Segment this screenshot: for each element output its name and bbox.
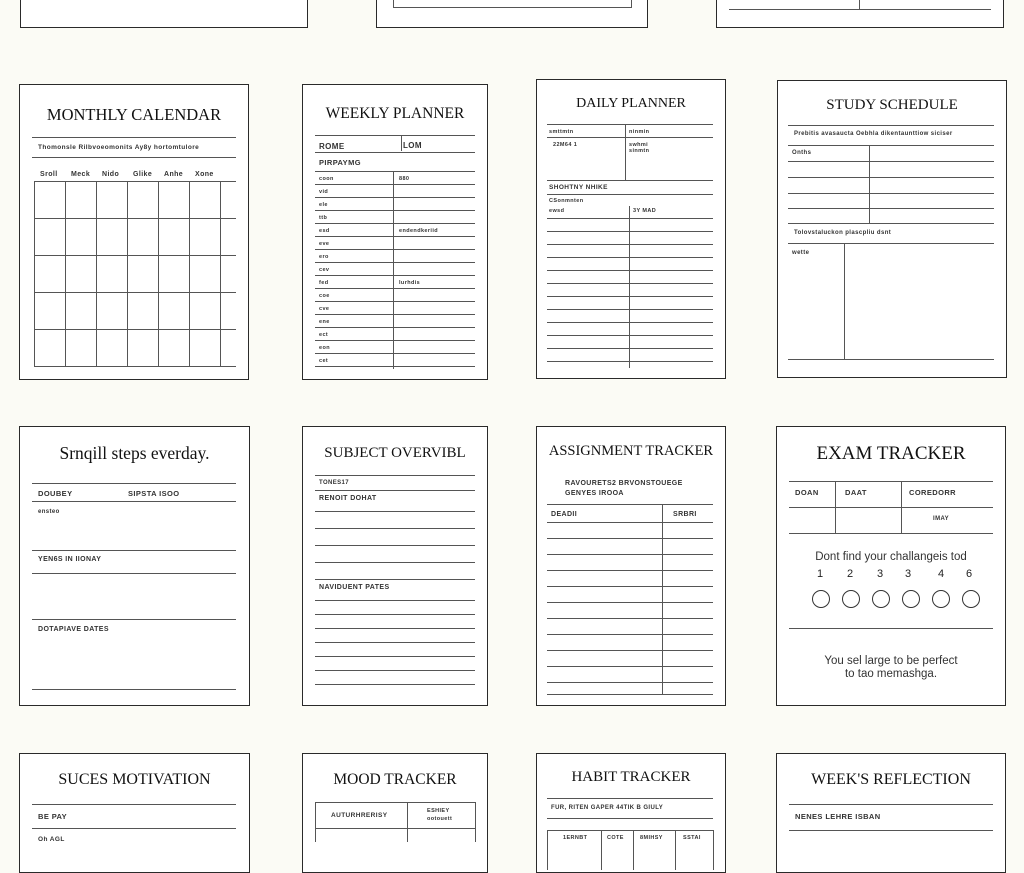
- row-label: eve: [319, 241, 330, 247]
- column-header: COTE: [607, 835, 624, 841]
- section-label: SHOHTNY NHIKE: [549, 184, 608, 191]
- field-label: BE PAY: [38, 812, 68, 821]
- card-title: HABIT TRACKER: [571, 769, 691, 785]
- card-subtitle: Prebitis avasaucta Oebhla dikentaunttiow siciser: [794, 131, 953, 137]
- weekday-label: Anhe: [164, 171, 184, 178]
- head-right: LOM: [403, 141, 422, 150]
- card-title: ASSIGNMENT TRACKER: [548, 443, 714, 459]
- section-label: NAVIDUENT PATES: [319, 584, 390, 591]
- card-title: MONTHLY CALENDAR: [46, 105, 222, 124]
- card-subtitle: RAVOURETS2 BRVONSTOUEGE: [565, 480, 683, 487]
- card-title: SUCES MOTIVATION: [58, 771, 211, 788]
- card-title: SUBJECT OVERVIBL: [324, 445, 466, 461]
- field-label: smttmtn: [549, 129, 574, 135]
- row-note: 880: [399, 176, 410, 182]
- row-label: ero: [319, 254, 329, 260]
- section-label: YEN6S IN IIONAY: [38, 556, 102, 563]
- field-label: ensteo: [38, 509, 60, 515]
- card-title: EXAM TRACKER: [816, 443, 966, 464]
- weekday-label: Xone: [195, 171, 214, 178]
- assignment-tracker-card: [536, 426, 726, 706]
- field-label: SIPSTA ISOO: [128, 489, 180, 498]
- card-title: Srnqill steps everday.: [59, 443, 210, 463]
- rating-circle[interactable]: [962, 590, 980, 608]
- column-header: COREDORR: [909, 488, 956, 497]
- monthly-calendar-card: [19, 84, 249, 380]
- field-label: sinmtn: [629, 148, 650, 154]
- section-label: PIRPAYMG: [319, 158, 361, 167]
- card-title: DAILY PLANNER: [576, 96, 686, 111]
- row-label: cet: [319, 358, 329, 364]
- card-title: MOOD TRACKER: [333, 771, 457, 788]
- row-note: endendkeriid: [399, 228, 439, 234]
- column-header: DAAT: [845, 488, 867, 497]
- row-label: ele: [319, 202, 328, 208]
- head-left: ROME: [319, 142, 345, 151]
- field-label: swhmi: [629, 142, 649, 148]
- study-schedule-card: [777, 80, 1007, 378]
- daily-planner-card: [536, 79, 726, 379]
- column-header: 1ERNBT: [563, 835, 588, 841]
- success-motivation-card: [19, 753, 250, 873]
- rating-circle[interactable]: [842, 590, 860, 608]
- column-header: SRBRI: [673, 511, 697, 518]
- rating-number: 1: [817, 568, 824, 580]
- row-label: eon: [319, 345, 330, 351]
- row-label: ene: [319, 319, 330, 325]
- rating-circle[interactable]: [902, 590, 920, 608]
- challenge-prompt: Dont find your challangeis tod: [815, 551, 967, 563]
- top-card-1: [20, 0, 308, 28]
- field-label: 3Y MAD: [633, 208, 657, 214]
- row-label: esd: [319, 228, 330, 234]
- card-subtitle: GENYES IROOA: [565, 490, 624, 497]
- field-label: ewsd: [549, 208, 565, 214]
- row-label: wette: [792, 250, 810, 256]
- subject-overview-card: [302, 426, 488, 706]
- field-label: TONES17: [319, 480, 350, 486]
- weeks-reflection-card: [776, 753, 1006, 873]
- field-label: IMAY: [933, 516, 950, 522]
- row-label: coe: [319, 293, 330, 299]
- rating-circle[interactable]: [872, 590, 890, 608]
- weekly-planner-card: [302, 84, 488, 380]
- section-label: CSonmnten: [549, 198, 584, 204]
- small-steps-card: [19, 426, 250, 706]
- field-label: RENOIT DOHAT: [319, 495, 377, 502]
- row-label: fed: [319, 280, 329, 286]
- mood-tracker-card: [302, 753, 488, 873]
- row-label: cev: [319, 267, 330, 273]
- weekday-label: Meck: [71, 171, 91, 178]
- column-header: DEADII: [551, 511, 578, 518]
- column-header: 8MIHSY: [640, 835, 663, 841]
- top-card-2: [376, 0, 648, 28]
- top-card-3: [716, 0, 1004, 28]
- row-label: ttb: [319, 215, 328, 221]
- rating-circle[interactable]: [812, 590, 830, 608]
- card-title: WEEKLY PLANNER: [325, 105, 465, 122]
- exam-tracker-card: [776, 426, 1006, 706]
- row-label: ect: [319, 332, 329, 338]
- rating-number: 6: [966, 568, 973, 580]
- habit-tracker-card: [536, 753, 726, 873]
- card-subtitle: Thomonsle Rilbvoeomonits Ay8y hortomtulore: [38, 144, 200, 151]
- column-header: ESHIEY: [427, 808, 450, 814]
- weekday-label: Sroll: [40, 171, 58, 178]
- field-label: Oh AGL: [38, 836, 65, 843]
- row-label: cve: [319, 306, 330, 312]
- card-title: STUDY SCHEDULE: [826, 97, 958, 113]
- rating-number: 4: [938, 568, 945, 580]
- row-label: coon: [319, 176, 334, 182]
- column-header: AUTURHRERISY: [331, 812, 388, 819]
- card-subtitle: FUR, RITEN GAPER 44TIK B GIULY: [551, 805, 664, 811]
- row-label: Onths: [792, 150, 812, 156]
- footer-quote: You sel large to be perfect: [824, 655, 958, 667]
- column-header: ootouett: [427, 816, 453, 822]
- field-label: DOUBEY: [38, 489, 73, 498]
- rating-number: 3: [905, 568, 912, 580]
- section-label: DOTAPIAVE DATES: [38, 626, 109, 633]
- row-note: lurhdis: [399, 280, 421, 286]
- rating-number: 3: [877, 568, 884, 580]
- card-title: WEEK'S REFLECTION: [811, 771, 971, 788]
- section-label: Tolovstaluckon plascpliu dsnt: [794, 230, 892, 236]
- weekday-label: Glike: [133, 171, 153, 178]
- footer-quote: to tao memashga.: [844, 668, 938, 680]
- field-label: 22M64 1: [553, 142, 578, 148]
- field-label: NENES LEHRE ISBAN: [795, 812, 881, 821]
- rating-circle[interactable]: [932, 590, 950, 608]
- column-header: DOAN: [795, 488, 819, 497]
- weekday-label: Nido: [102, 171, 120, 178]
- column-header: SSTAI: [683, 835, 701, 841]
- rating-number: 2: [847, 568, 854, 580]
- row-label: vid: [319, 189, 329, 195]
- field-label: ninmin: [629, 129, 650, 135]
